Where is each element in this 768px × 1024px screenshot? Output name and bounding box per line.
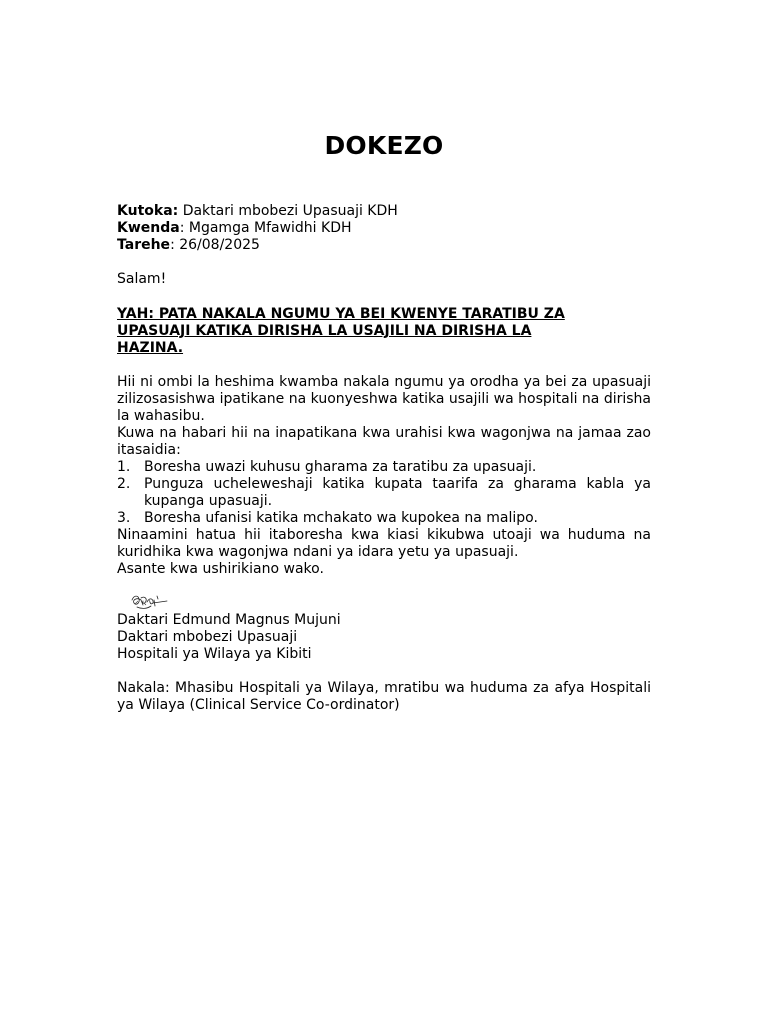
paragraph-benefits-intro: Kuwa na habari hii na inapatikana kwa urahisi kwa wagonjwa na jamaa zao itasaidia:: [117, 425, 651, 458]
list-text: Boresha uwazi kuhusu gharama za taratibu za upasuaji.: [144, 459, 537, 475]
date-value: : 26/08/2025: [170, 237, 260, 253]
signatory-institution: Hospitali ya Wilaya ya Kibiti: [117, 646, 312, 662]
subject-line: HAZINA.: [117, 340, 184, 356]
signatory-block: [117, 612, 651, 663]
from-label: Kutoka:: [117, 203, 179, 219]
to-label: Kwenda: [117, 220, 180, 236]
date-label: Tarehe: [117, 237, 171, 253]
list-number: 2.: [117, 476, 131, 492]
handwritten-signature: [129, 592, 171, 614]
subject-heading: [117, 306, 651, 357]
signatory-position: Daktari mbobezi Upasuaji: [117, 629, 298, 645]
to-value: : Mgamga Mfawidhi KDH: [179, 220, 352, 236]
paragraph-impact: Ninaamini hatua hii itaboresha kwa kiasi kikubwa utoaji wa huduma na kuridhika kwa wagonjwa ndani ya idara yetu ya upasuaji.: [117, 527, 651, 560]
greeting: Salam!: [117, 271, 167, 287]
memo-title: DOKEZO: [324, 131, 444, 160]
copy-to-line: Nakala: Mhasibu Hospitali ya Wilaya, mratibu wa huduma za afya Hospitali ya Wilaya (Clinical Service Co-ordinator): [117, 680, 651, 713]
memo-header: [117, 203, 651, 254]
subject-line: UPASUAJI KATIKA DIRISHA LA USAJILI NA DIRISHA LA: [117, 323, 532, 339]
closing-line: Asante kwa ushirikiano wako.: [117, 561, 324, 577]
list-text: Punguza ucheleweshaji katika kupata taarifa za gharama kabla ya kupanga upasuaji.: [144, 476, 651, 509]
list-number: 1.: [117, 459, 131, 475]
paragraph-request: Hii ni ombi la heshima kwamba nakala ngumu ya orodha ya bei za upasuaji zilizosasishwa ipatikane na kuonyeshwa katika usajili wa hospitali na dirisha la wahasibu.: [117, 374, 652, 424]
subject-line: YAH: PATA NAKALA NGUMU YA BEI KWENYE TARATIBU ZA: [117, 306, 565, 322]
list-text: Boresha ufanisi katika mchakato wa kupokea na malipo.: [144, 510, 538, 526]
memo-body: [117, 374, 651, 578]
date-line: [117, 237, 651, 254]
list-item: [117, 459, 651, 476]
to-line: [117, 220, 651, 237]
from-value: Daktari mbobezi Upasuaji KDH: [178, 203, 398, 219]
list-number: 3.: [117, 510, 131, 526]
list-item: [117, 510, 651, 527]
list-item: [117, 476, 651, 510]
signatory-name: Daktari Edmund Magnus Mujuni: [117, 612, 341, 628]
from-line: [117, 203, 651, 220]
